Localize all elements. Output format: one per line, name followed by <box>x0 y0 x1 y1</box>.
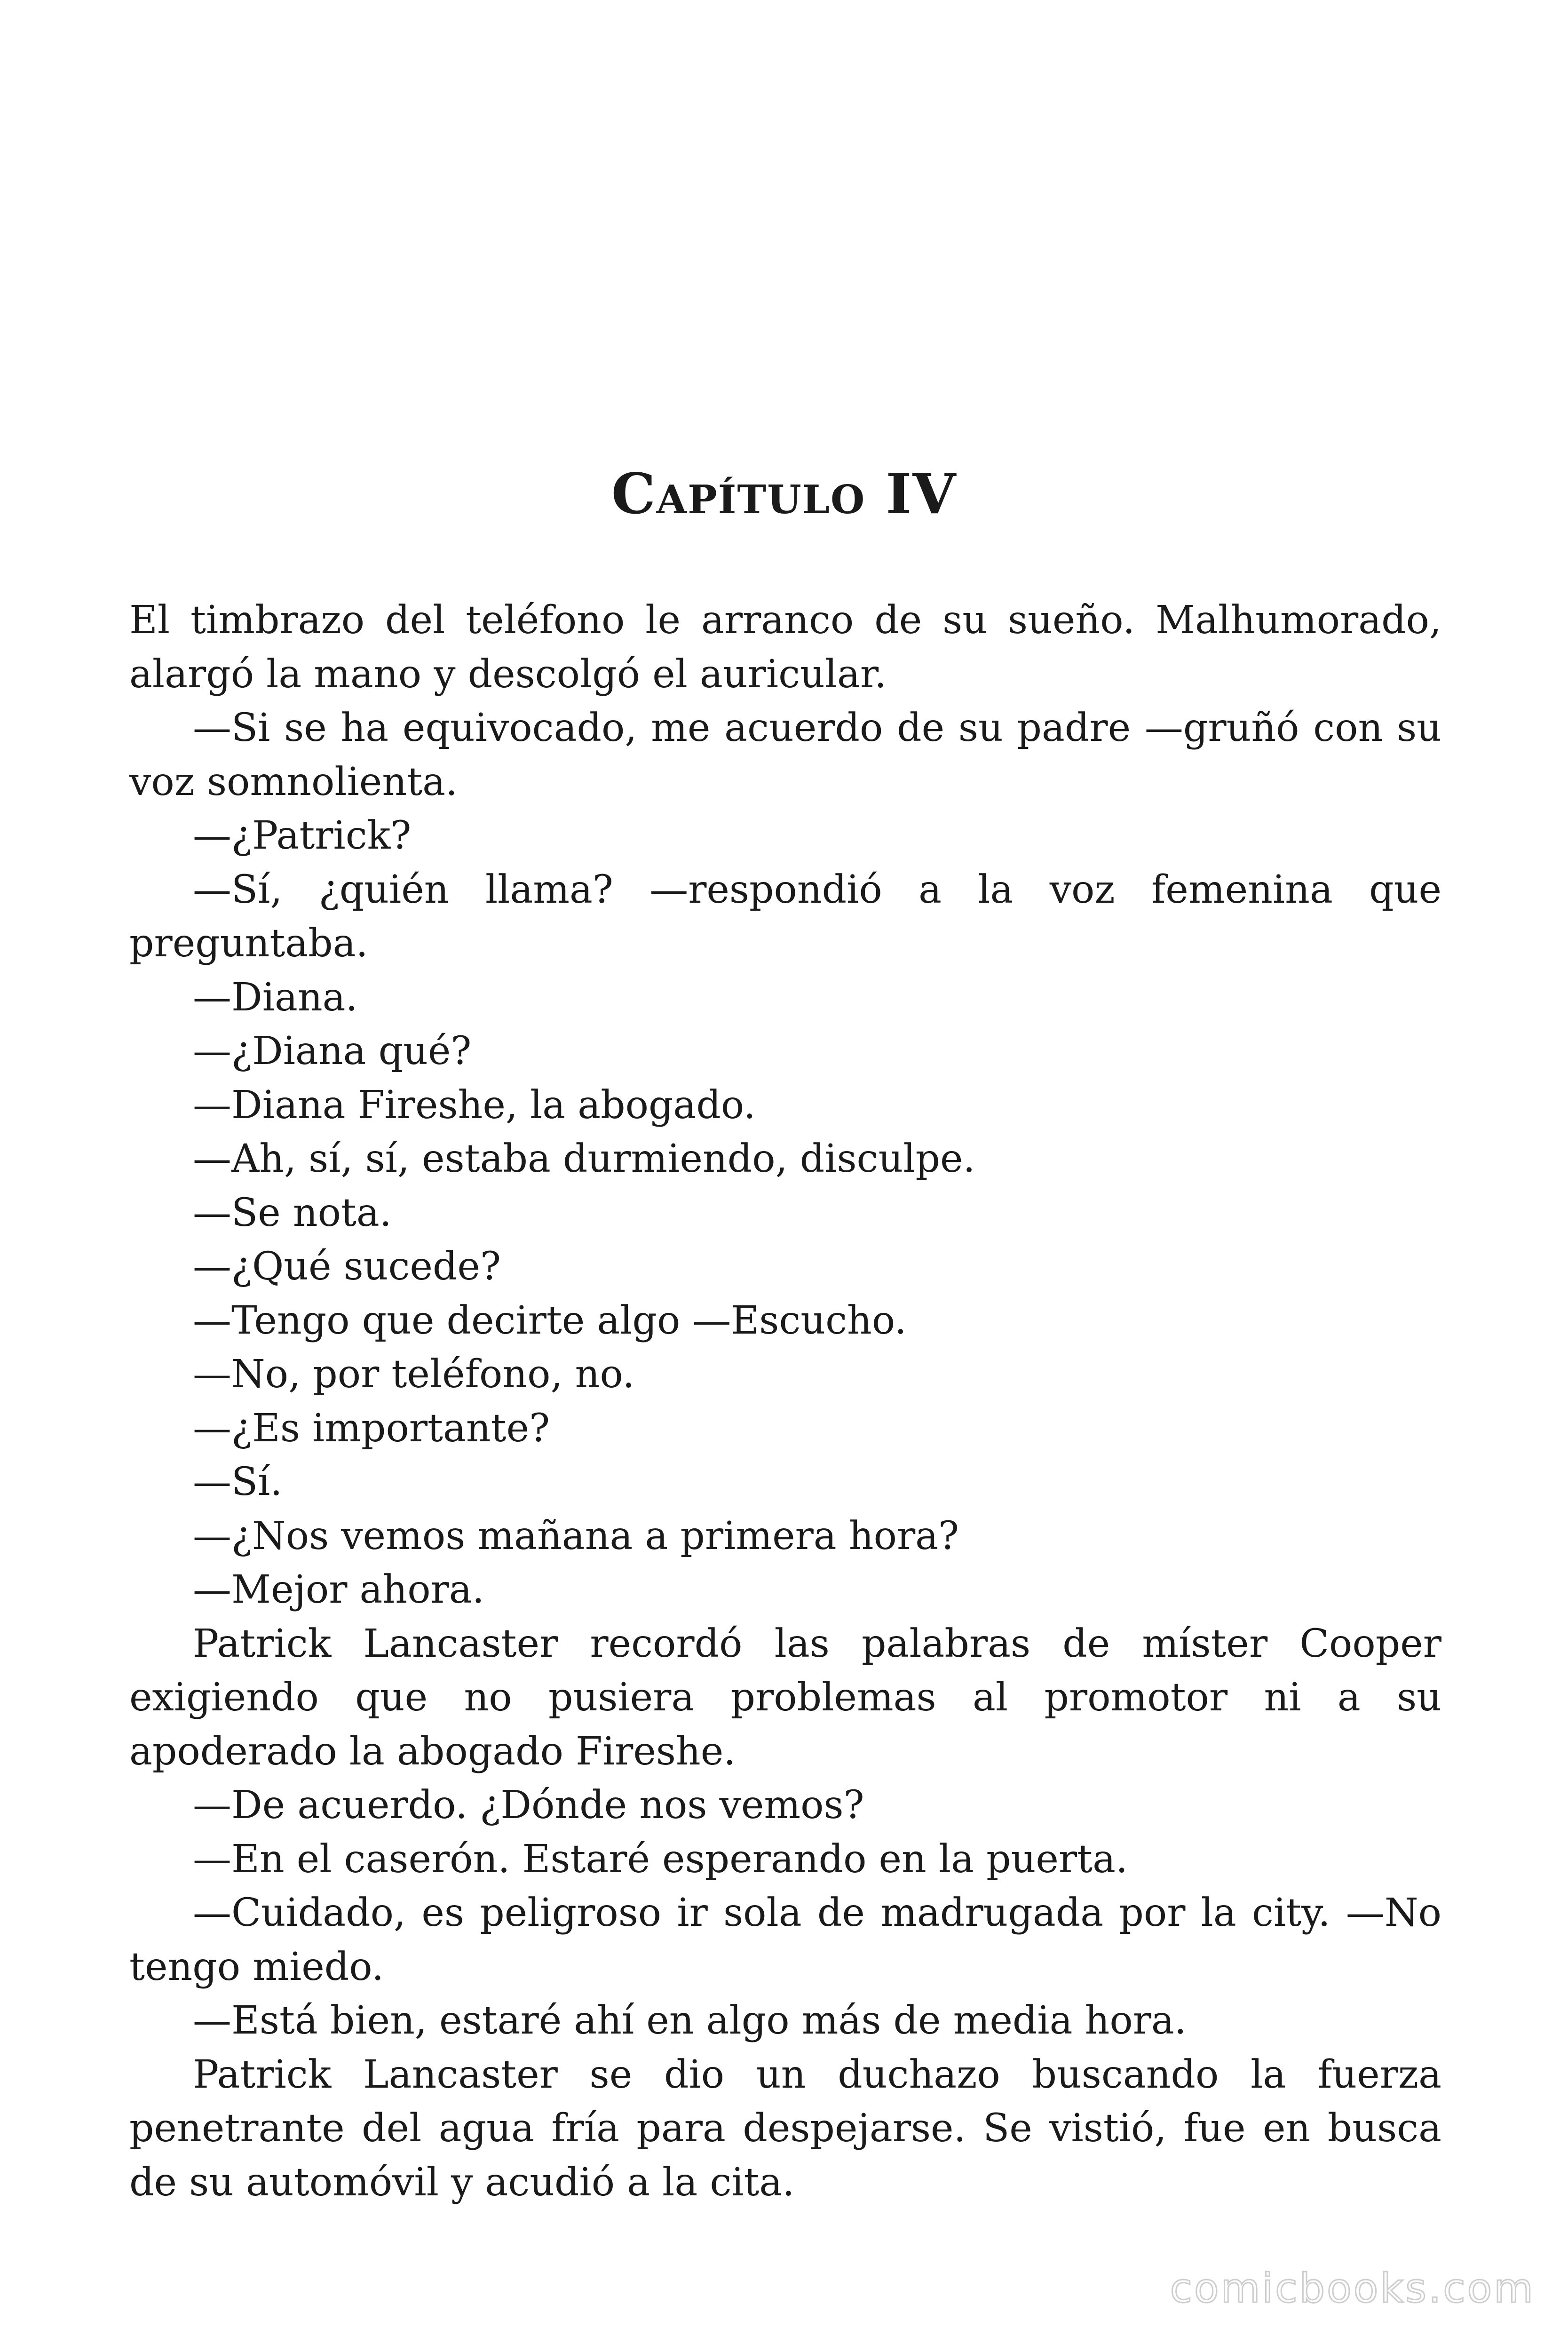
paragraph: —Sí, ¿quién llama? —respondió a la voz femenina que preguntaba. <box>129 867 1441 966</box>
paragraph: —Sí. <box>193 1460 283 1504</box>
paragraph: —Diana Fireshe, la abogado. <box>193 1082 756 1128</box>
paragraph: —Tengo que decirte algo —Escucho. <box>193 1298 907 1343</box>
paragraph: —Está bien, estaré ahí en algo más de media hora. <box>193 1998 1187 2043</box>
paragraph: —Diana. <box>193 975 358 1020</box>
paragraph: —¿Nos vemos mañana a primera hora? <box>193 1513 959 1558</box>
paragraph: —Si se ha equivocado, me acuerdo de su padre —gruñó con su voz somnolienta. <box>129 706 1441 804</box>
chapter-body <box>129 594 1441 2209</box>
paragraph: —¿Qué sucede? <box>193 1244 501 1289</box>
paragraph: El timbrazo del teléfono le arranco de su sueño. Malhumorado, alargó la mano y descolgó el auricular. <box>129 598 1441 697</box>
paragraph: —De acuerdo. ¿Dónde nos vemos? <box>193 1783 864 1828</box>
paragraph: —Se nota. <box>193 1190 392 1235</box>
paragraph: Patrick Lancaster se dio un duchazo buscando la fuerza penetrante del agua fría para despejarse. Se vistió, fue en busca de su automóvil y acudió a la cita. <box>129 2052 1441 2205</box>
chapter-title: Capítulo IV <box>611 461 957 526</box>
paragraph: —¿Patrick? <box>193 813 412 858</box>
paragraph: —En el caserón. Estaré esperando en la puerta. <box>193 1836 1128 1882</box>
watermark: comicbooks.com <box>1170 2265 1535 2312</box>
paragraph: —¿Es importante? <box>193 1406 550 1451</box>
paragraph: —¿Diana qué? <box>193 1029 472 1073</box>
paragraph: —Ah, sí, sí, estaba durmiendo, disculpe. <box>193 1136 975 1181</box>
paragraph: —Mejor ahora. <box>193 1567 484 1612</box>
paragraph: —No, por teléfono, no. <box>193 1352 635 1397</box>
paragraph: Patrick Lancaster recordó las palabras de míster Cooper exigiendo que no pusiera problemas al promotor ni a su apoderado la abogado Fireshe. <box>129 1621 1441 1774</box>
paragraph: —Cuidado, es peligroso ir sola de madrugada por la city. —No tengo miedo. <box>129 1891 1441 1989</box>
